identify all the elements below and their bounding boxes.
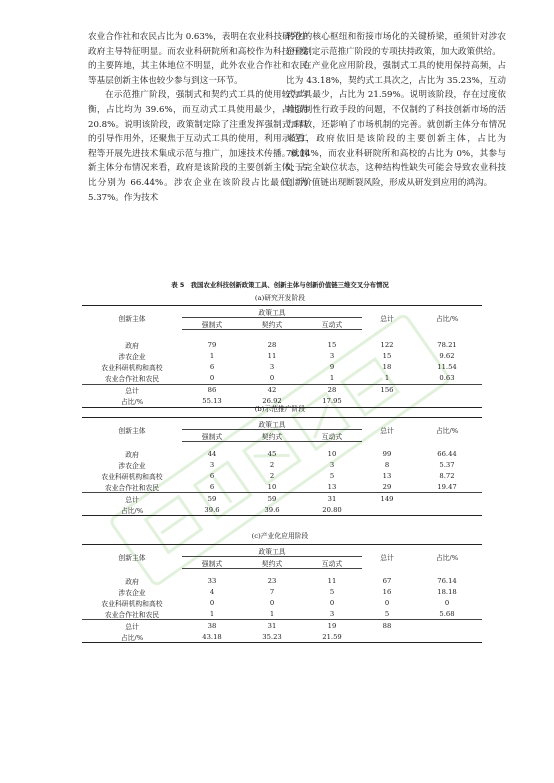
table-caption: 表 5 我国农业科技创新政策工具、创新主体与创新价值链三维交叉分布情况 (171, 281, 389, 289)
table-cell: 农业合作社和农民 (104, 483, 160, 492)
table-cell: 1 (384, 374, 390, 382)
paragraph: 转化的核心枢纽和衔接市场化的关键桥梁，亟须针对涉农企业制定示范推广阶段的专项扶持政策，加大政策供给。 (286, 32, 506, 57)
table-cell: 农业科研机构和高校 (101, 472, 163, 481)
table-cell: 149 (362, 493, 412, 505)
table-cell: 涉农企业 (118, 353, 146, 361)
table-cell: 7 (269, 587, 275, 596)
table-cell: 0 (384, 598, 390, 607)
table-cell: 55.13 (182, 396, 242, 408)
table-cell: 38 (182, 620, 242, 632)
table-cell: 19.47 (437, 482, 457, 491)
table-cell: 总计 (82, 384, 182, 396)
table-cell: 43.18 (182, 631, 242, 643)
sum-row (82, 384, 482, 396)
table-cell: 11 (327, 576, 337, 585)
table-cell: 67 (382, 576, 392, 585)
share-header: 占比/% (412, 545, 482, 569)
left-text-column (88, 30, 308, 205)
table-cell: 0 (269, 598, 275, 607)
mandatory-header: 强制式 (182, 318, 242, 330)
table-cell: 31 (242, 620, 302, 632)
table-cell: 3 (329, 460, 335, 469)
total-header: 总计 (362, 545, 412, 569)
stage-title: (a)研究开发阶段 (254, 294, 306, 302)
sum-row (82, 620, 482, 632)
table-cell: 占比/% (82, 504, 182, 516)
share-header: 占比/% (412, 306, 482, 330)
table-cell: 79 (207, 341, 217, 349)
interactive-header: 互动式 (302, 557, 362, 569)
table-cell: 5 (329, 471, 335, 480)
table-cell: 3 (329, 352, 335, 360)
table-cell: 6 (209, 363, 215, 371)
table-cell: 政府 (125, 450, 139, 459)
table-cell: 3 (269, 363, 275, 371)
table-row (82, 373, 482, 385)
stage-table (82, 305, 482, 408)
table-cell: 2 (269, 460, 275, 469)
table-cell: 涉农企业 (118, 588, 146, 597)
table-cell (412, 504, 482, 516)
table-cell (412, 620, 482, 632)
table-cell: 2 (269, 471, 275, 480)
table-cell: 20.80 (302, 504, 362, 516)
table-cell: 0 (269, 374, 275, 382)
table-cell: 4 (209, 587, 215, 596)
stage-title: (b)示范推广阶段 (254, 405, 306, 413)
table-cell: 1 (269, 609, 275, 618)
table-cell: 99 (382, 449, 392, 458)
table-cell: 6 (209, 471, 215, 480)
table-cell: 59 (182, 493, 242, 505)
table-cell: 29 (382, 482, 392, 491)
table-cell: 1 (209, 352, 215, 360)
table-cell: 11.54 (437, 363, 457, 371)
table-cell (362, 504, 412, 516)
table-cell: 13 (382, 471, 392, 480)
table-cell: 0 (209, 374, 215, 382)
total-header: 总计 (362, 418, 412, 442)
table-cell: 66.44 (437, 449, 457, 458)
table-cell: 5.37 (439, 460, 455, 469)
table-cell: 15 (382, 352, 392, 360)
table-row (82, 340, 482, 351)
table-cell: 86 (182, 384, 242, 396)
table-cell: 44 (207, 449, 217, 458)
table-cell (362, 631, 412, 643)
table-cell: 28 (302, 384, 362, 396)
table-row (82, 608, 482, 620)
table-cell (412, 384, 482, 396)
table-cell: 122 (380, 341, 394, 349)
table-cell: 5 (384, 609, 390, 618)
table-cell: 76.14 (437, 576, 457, 585)
table-row (82, 470, 482, 481)
tools-header: 政策工具 (182, 418, 362, 430)
table-cell: 156 (362, 384, 412, 396)
stage-title: (c)产业化应用阶段 (251, 532, 309, 540)
table-cell: 0 (329, 598, 335, 607)
table-row (82, 575, 482, 586)
tools-header: 政策工具 (182, 306, 362, 318)
table-cell: 3 (209, 460, 215, 469)
table-row (82, 481, 482, 493)
table-cell: 88 (362, 620, 412, 632)
table-cell: 农业合作社和农民 (104, 375, 160, 383)
table-cell: 42 (242, 384, 302, 396)
table-cell: 16 (382, 587, 392, 596)
tools-header: 政策工具 (182, 545, 362, 557)
table-cell: 28 (267, 341, 277, 349)
table-row (82, 597, 482, 608)
table-cell: 农业科研机构和高校 (101, 599, 163, 608)
share-header: 占比/% (412, 418, 482, 442)
table-cell (412, 631, 482, 643)
table-row (82, 351, 482, 362)
table-cell: 8.72 (439, 471, 455, 480)
contractual-header: 契约式 (242, 430, 302, 442)
table-cell: 0.63 (439, 374, 455, 382)
table-cell: 18.18 (437, 587, 457, 596)
table-cell: 5.68 (439, 609, 455, 618)
table-cell: 9 (329, 363, 335, 371)
subject-header: 创新主体 (82, 418, 182, 442)
interactive-header: 互动式 (302, 318, 362, 330)
table-cell: 33 (207, 576, 217, 585)
percent-row (82, 631, 482, 643)
table-cell (82, 330, 482, 340)
table-cell: 农业合作社和农民 (104, 610, 160, 619)
table-cell: 8 (384, 460, 390, 469)
paragraph: 在示范推广阶段，强制式和契约式工具的使用较为均衡，占比均为 39.6%，而互动式工具使用最少，占比为 20.8%。说明该阶段，政策制定除了注重发挥强制式工具的引导作用外，还聚焦于互动式工具的使用，利用示范工程等开展先进技术集成示范与推广，加速技术传播。就创新主体分布情况来看，政府是该阶段的主要创新主体，占比分别为 66.44%。涉农企业在该阶段占比最低，为 5.37%。作为技术 (88, 90, 308, 203)
table-cell: 6 (209, 482, 215, 491)
table-cell: 19 (302, 620, 362, 632)
table-row (82, 459, 482, 470)
table-cell: 11 (267, 352, 277, 360)
interactive-header: 互动式 (302, 430, 362, 442)
table-cell: 10 (327, 449, 337, 458)
table-row (82, 362, 482, 373)
mandatory-header: 强制式 (182, 557, 242, 569)
table-cell: 13 (327, 482, 337, 491)
table-cell: 21.59 (302, 631, 362, 643)
percent-row (82, 504, 482, 516)
table-cell: 26.92 (242, 396, 302, 408)
table-cell: 10 (267, 482, 277, 491)
table-cell: 3 (329, 609, 335, 618)
table-cell: 59 (242, 493, 302, 505)
paragraph: 在产业化应用阶段，强制式工具的使用保持高频，占比为 43.18%，契约式工具次之，占比为 35.23%，互动式工具最少，占比为 21.59%。说明该阶段，存在过度依赖强制性行政手段的问题，不仅制约了科技创新市场的活力释放，还影响了市场机制的完善。就创新主体分布情况来看，政府依旧是该阶段的主要创新主体，占比为 76.14%，而农业科研院所和高校的占比为 0%，其参与处于完全缺位状态，这种结构性缺失可能会导致农业科技创新价值链出现断裂风险，形成从研发到应用的鸿沟。 (286, 61, 506, 188)
table-cell: 农业科研机构和高校 (101, 364, 163, 372)
table-cell: 15 (327, 341, 337, 349)
subject-header: 创新主体 (82, 545, 182, 569)
table-cell: 39.6 (242, 504, 302, 516)
stage-table (82, 544, 482, 643)
table-cell: 9.62 (439, 352, 455, 360)
table-row (82, 586, 482, 597)
table-cell: 1 (209, 609, 215, 618)
table-cell: 78.21 (437, 341, 457, 349)
table-cell: 17.95 (302, 396, 362, 408)
table-cell: 政府 (125, 342, 139, 350)
table-cell: 总计 (82, 620, 182, 632)
contractual-header: 契约式 (242, 557, 302, 569)
right-text-column (286, 30, 506, 191)
table-cell: 18 (382, 363, 392, 371)
table-cell (412, 493, 482, 505)
table-cell: 占比/% (82, 631, 182, 643)
table-cell: 总计 (82, 493, 182, 505)
table-cell: 31 (302, 493, 362, 505)
subject-header: 创新主体 (82, 306, 182, 330)
table-cell: 45 (267, 449, 277, 458)
stage-table (82, 417, 482, 516)
table-cell: 39.6 (182, 504, 242, 516)
contractual-header: 契约式 (242, 318, 302, 330)
table-cell: 23 (267, 576, 277, 585)
table-cell: 35.23 (242, 631, 302, 643)
mandatory-header: 强制式 (182, 430, 242, 442)
table-row (82, 448, 482, 459)
table-cell: 0 (209, 598, 215, 607)
table-cell: 涉农企业 (118, 461, 146, 470)
sum-row (82, 493, 482, 505)
table-cell: 5 (329, 587, 335, 596)
table-cell: 1 (329, 374, 335, 382)
total-header: 总计 (362, 306, 412, 330)
paragraph: 农业合作社和农民占比为 0.63%，表明在农业科技研究中政府主导特征明显。而农业科研院所和高校作为科技开发的主要阵地，其主体地位不明显，此外农业合作社和农民等基层创新主体也较少参与到这一环节。 (88, 32, 308, 86)
table-cell: 0 (444, 598, 450, 607)
table-cell: 政府 (125, 577, 139, 586)
table-cell: 占比/% (82, 396, 182, 408)
